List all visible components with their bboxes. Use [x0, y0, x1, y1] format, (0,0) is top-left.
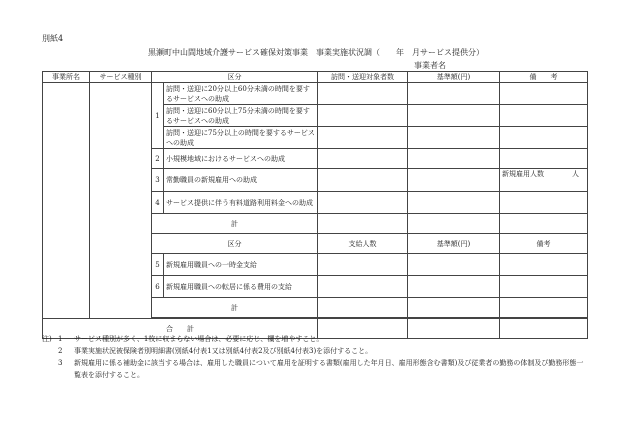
- amount-subtotal-cell[interactable]: [408, 298, 500, 318]
- note-number: 2: [58, 347, 63, 355]
- remarks-input-cell[interactable]: [500, 127, 588, 149]
- remarks-input-cell[interactable]: [500, 105, 588, 127]
- note-text: 事業実施状況被保険者別明細書(別紙4付表1又は別紙4付表2及び別紙4付表3)を添付すること。: [74, 347, 373, 355]
- business-name-label: 事業者名: [414, 61, 446, 70]
- note-item: [42, 345, 590, 357]
- header-target-users: 訪問・送迎対象者数: [318, 72, 408, 83]
- header-category: 区分: [152, 72, 318, 83]
- remarks-input-cell[interactable]: [500, 254, 588, 276]
- category-cell: サービス提供に伴う有料道路利用料金への助成: [164, 192, 318, 214]
- users-subtotal-cell[interactable]: [318, 214, 408, 234]
- remarks-input-cell[interactable]: [500, 83, 588, 105]
- category-cell: 常勤職員の新規雇用への助成: [164, 169, 318, 192]
- total-label: 合 計: [43, 319, 318, 339]
- users-input-cell[interactable]: [318, 149, 408, 169]
- row-number: 1: [152, 83, 164, 149]
- amount-input-cell[interactable]: [408, 192, 500, 214]
- amount-input-cell[interactable]: [408, 127, 500, 149]
- header-base-amount: 基準額(円): [408, 72, 500, 83]
- amount-input-cell[interactable]: [408, 149, 500, 169]
- remarks-input-cell[interactable]: [500, 276, 588, 298]
- remarks-input-cell[interactable]: [500, 149, 588, 169]
- remarks-input-cell[interactable]: [500, 298, 588, 318]
- business-name-cell[interactable]: [43, 83, 90, 319]
- users-input-cell[interactable]: [318, 105, 408, 127]
- category-cell: 訪問・送迎に75分以上の時間を要するサービスへの助成: [164, 127, 318, 149]
- table-header-row: [43, 72, 588, 83]
- subheader-base-amount: 基準額(円): [408, 234, 500, 254]
- note-item: [42, 333, 590, 345]
- subheader-remarks: 備考: [500, 234, 588, 254]
- subtotal-label: 計: [152, 298, 318, 318]
- payments-input-cell[interactable]: [318, 254, 408, 276]
- users-input-cell[interactable]: [318, 127, 408, 149]
- category-cell: 訪問・送迎に20分以上60分未満の時間を要するサービスへの助成: [164, 83, 318, 105]
- subtotal-label: 計: [152, 214, 318, 234]
- remarks-input-cell[interactable]: [500, 214, 588, 234]
- amount-input-cell[interactable]: [408, 169, 500, 192]
- payments-input-cell[interactable]: [318, 276, 408, 298]
- row-number: 6: [152, 276, 164, 298]
- users-input-cell[interactable]: [318, 169, 408, 192]
- service-type-cell[interactable]: [90, 83, 152, 319]
- category-cell: 小規模地域におけるサービスへの助成: [164, 149, 318, 169]
- note-text: 新規雇用に係る補助金に該当する場合は、雇用した職員について雇用を証明する書類(雇用した年月日、雇用形態含む書類)及び従業者の勤務の体制及び勤務形態一覧表を添付すること。: [74, 359, 584, 379]
- subheader-category: 区分: [152, 234, 318, 254]
- category-cell: 新規雇用職員への一時金支給: [164, 254, 318, 276]
- note-number: 1: [58, 335, 63, 343]
- subheader-payments: 支給人数: [318, 234, 408, 254]
- header-remarks: 備 考: [500, 72, 588, 83]
- category-cell: 訪問・送迎に60分以上75分未満の時間を要するサービスへの助成: [164, 105, 318, 127]
- amount-input-cell[interactable]: [408, 83, 500, 105]
- amount-input-cell[interactable]: [408, 105, 500, 127]
- note-item: [42, 357, 590, 381]
- payments-subtotal-cell[interactable]: [318, 298, 408, 318]
- header-business-name: 事業所名: [43, 72, 90, 83]
- row-number: 3: [152, 169, 164, 192]
- table-row: [43, 83, 588, 105]
- header-service-type: サービス種別: [90, 72, 152, 83]
- note-number: 3: [58, 359, 63, 367]
- category-cell: 新規雇用職員への転居に係る費用の支給: [164, 276, 318, 298]
- row-number: 4: [152, 192, 164, 214]
- status-table: [42, 71, 588, 339]
- notes-prefix: 注): [42, 335, 52, 343]
- amount-input-cell[interactable]: [408, 254, 500, 276]
- users-input-cell[interactable]: [318, 192, 408, 214]
- amount-input-cell[interactable]: [408, 276, 500, 298]
- amount-subtotal-cell[interactable]: [408, 214, 500, 234]
- new-hire-count-remark[interactable]: 新規雇用人数 人: [500, 169, 588, 192]
- form-number: 別紙4: [42, 34, 64, 43]
- note-text: サービス種別が多く、1枚に収まらない場合は、必要に応じ、欄を増やすこと。: [74, 335, 324, 343]
- users-input-cell[interactable]: [318, 83, 408, 105]
- notes-section: [42, 333, 590, 381]
- row-number: 5: [152, 254, 164, 276]
- remarks-input-cell[interactable]: [500, 192, 588, 214]
- row-number: 2: [152, 149, 164, 169]
- document-title: 黒瀬町中山間地域介護サービス確保対策事業 事業実施状況調（ 年 月サービス提供分）: [148, 48, 484, 57]
